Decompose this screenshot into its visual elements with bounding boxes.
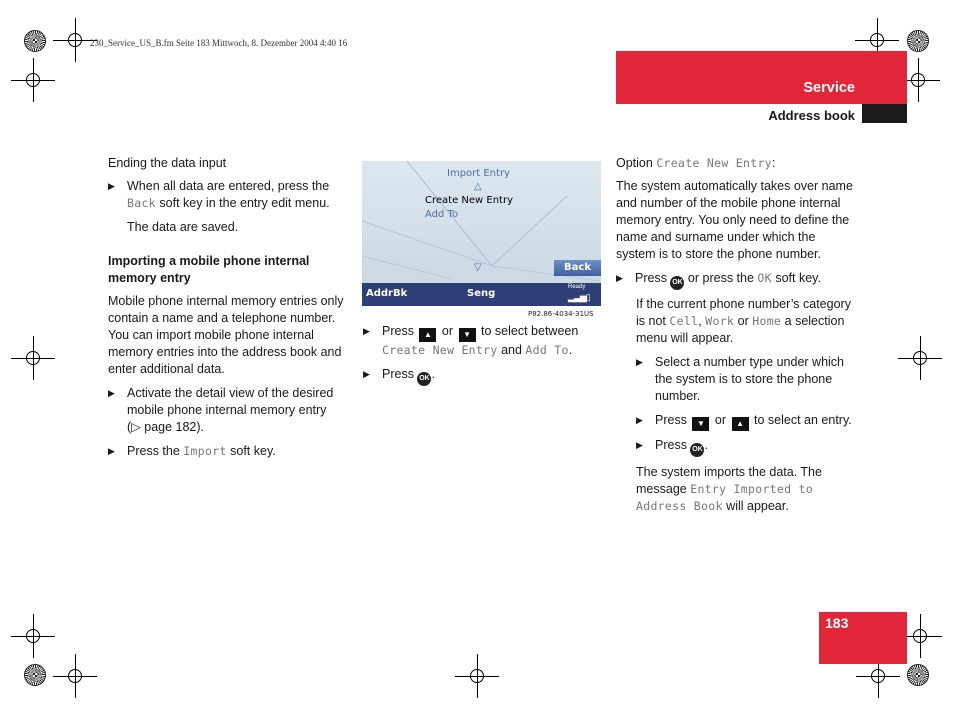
menu-item-add-to[interactable]: Add To [425, 209, 459, 220]
section-banner [616, 51, 907, 104]
registration-rose [24, 30, 46, 52]
final-note: The system imports the data. The message Entry Imported to Address Book will appear. [636, 465, 822, 513]
up-arrow-key-icon: ▲ [732, 417, 749, 431]
addrbk-softkey[interactable]: AddrBk [366, 288, 408, 299]
menu-title: Import Entry [447, 168, 510, 179]
signal-strength-icon: ▂▃▅▯ [568, 292, 590, 302]
step-ok: ▶ Press OK or press the OK soft key. [616, 270, 861, 290]
step-activate: ▶ Activate the detail view of the desired mobile phone internal memory entry (▷ page 182). [108, 386, 334, 434]
step-import: ▶ Press the Import soft key. [108, 444, 276, 458]
import-key: Import [183, 444, 227, 458]
result-text: The data are saved. [127, 220, 239, 234]
page-number-tab [819, 612, 907, 664]
intro-text: Ending the data input [108, 156, 227, 170]
subsection-title: Address book [768, 108, 855, 123]
menu-item-create-new-entry[interactable]: Create New Entry [425, 195, 514, 206]
ok-button-icon: OK [670, 276, 684, 290]
substep-press-ok: ▶ Press OK . [636, 437, 861, 457]
ready-status: Ready [568, 284, 586, 290]
file-info: 230_Service_US_B.fm Seite 183 Mittwoch, 8. Dezember 2004 4:40 16 [90, 38, 348, 48]
scroll-down-icon: ▽ [474, 262, 482, 273]
registration-rose [907, 664, 929, 686]
section-title: Service [803, 80, 855, 96]
back-softkey[interactable]: Back [554, 260, 601, 276]
ok-button-icon: OK [690, 443, 704, 457]
figure-id: P82.86-4034-31US [528, 310, 594, 318]
status-bar [362, 283, 601, 306]
middle-column [363, 323, 603, 386]
left-column [108, 155, 348, 460]
step-select: ▶ Press ▲ or ▼ to select between Create New Entry and Add To. [363, 324, 579, 357]
scroll-up-icon: △ [474, 181, 482, 192]
right-column [616, 155, 861, 515]
category-note: If the current phone number’s category is not Cell, Work or Home a selection menu will appear. [636, 297, 851, 345]
seng-softkey[interactable]: Seng [467, 288, 496, 299]
page-number: 183 [825, 615, 849, 631]
ok-button-icon: OK [417, 372, 431, 386]
registration-rose [24, 664, 46, 686]
registration-rose [907, 30, 929, 52]
step-press-ok: ▶ Press OK . [363, 366, 603, 386]
substep-select-entry: ▶ Press ▼ or ▲ to select an entry. [636, 412, 861, 431]
device-screen [362, 161, 601, 306]
down-arrow-key-icon: ▼ [459, 328, 476, 342]
option-description: The system automatically takes over name and number of the mobile phone internal memory entry. You only need to define the name and surname under which the system is to store the phone number. [616, 179, 853, 261]
step-back: ▶ When all data are entered, press the Back soft key in the entry edit menu. [108, 179, 330, 210]
subsection-tab [862, 104, 907, 123]
down-arrow-key-icon: ▼ [692, 417, 709, 431]
option-heading: Option Create New Entry: [616, 156, 776, 170]
up-arrow-key-icon: ▲ [419, 328, 436, 342]
page-reference: (▷ page 182). [127, 420, 205, 434]
back-key: Back [127, 196, 156, 210]
substep-select-type: ▶ Select a number type under which the system is to store the phone number. [636, 355, 844, 403]
description-paragraph: Mobile phone internal memory entries only contain a name and a telephone number. You can import mobile phone internal memory entries into the address book and enter additional data. [108, 294, 344, 376]
section-heading: Importing a mobile phone internal memory entry [108, 254, 310, 285]
